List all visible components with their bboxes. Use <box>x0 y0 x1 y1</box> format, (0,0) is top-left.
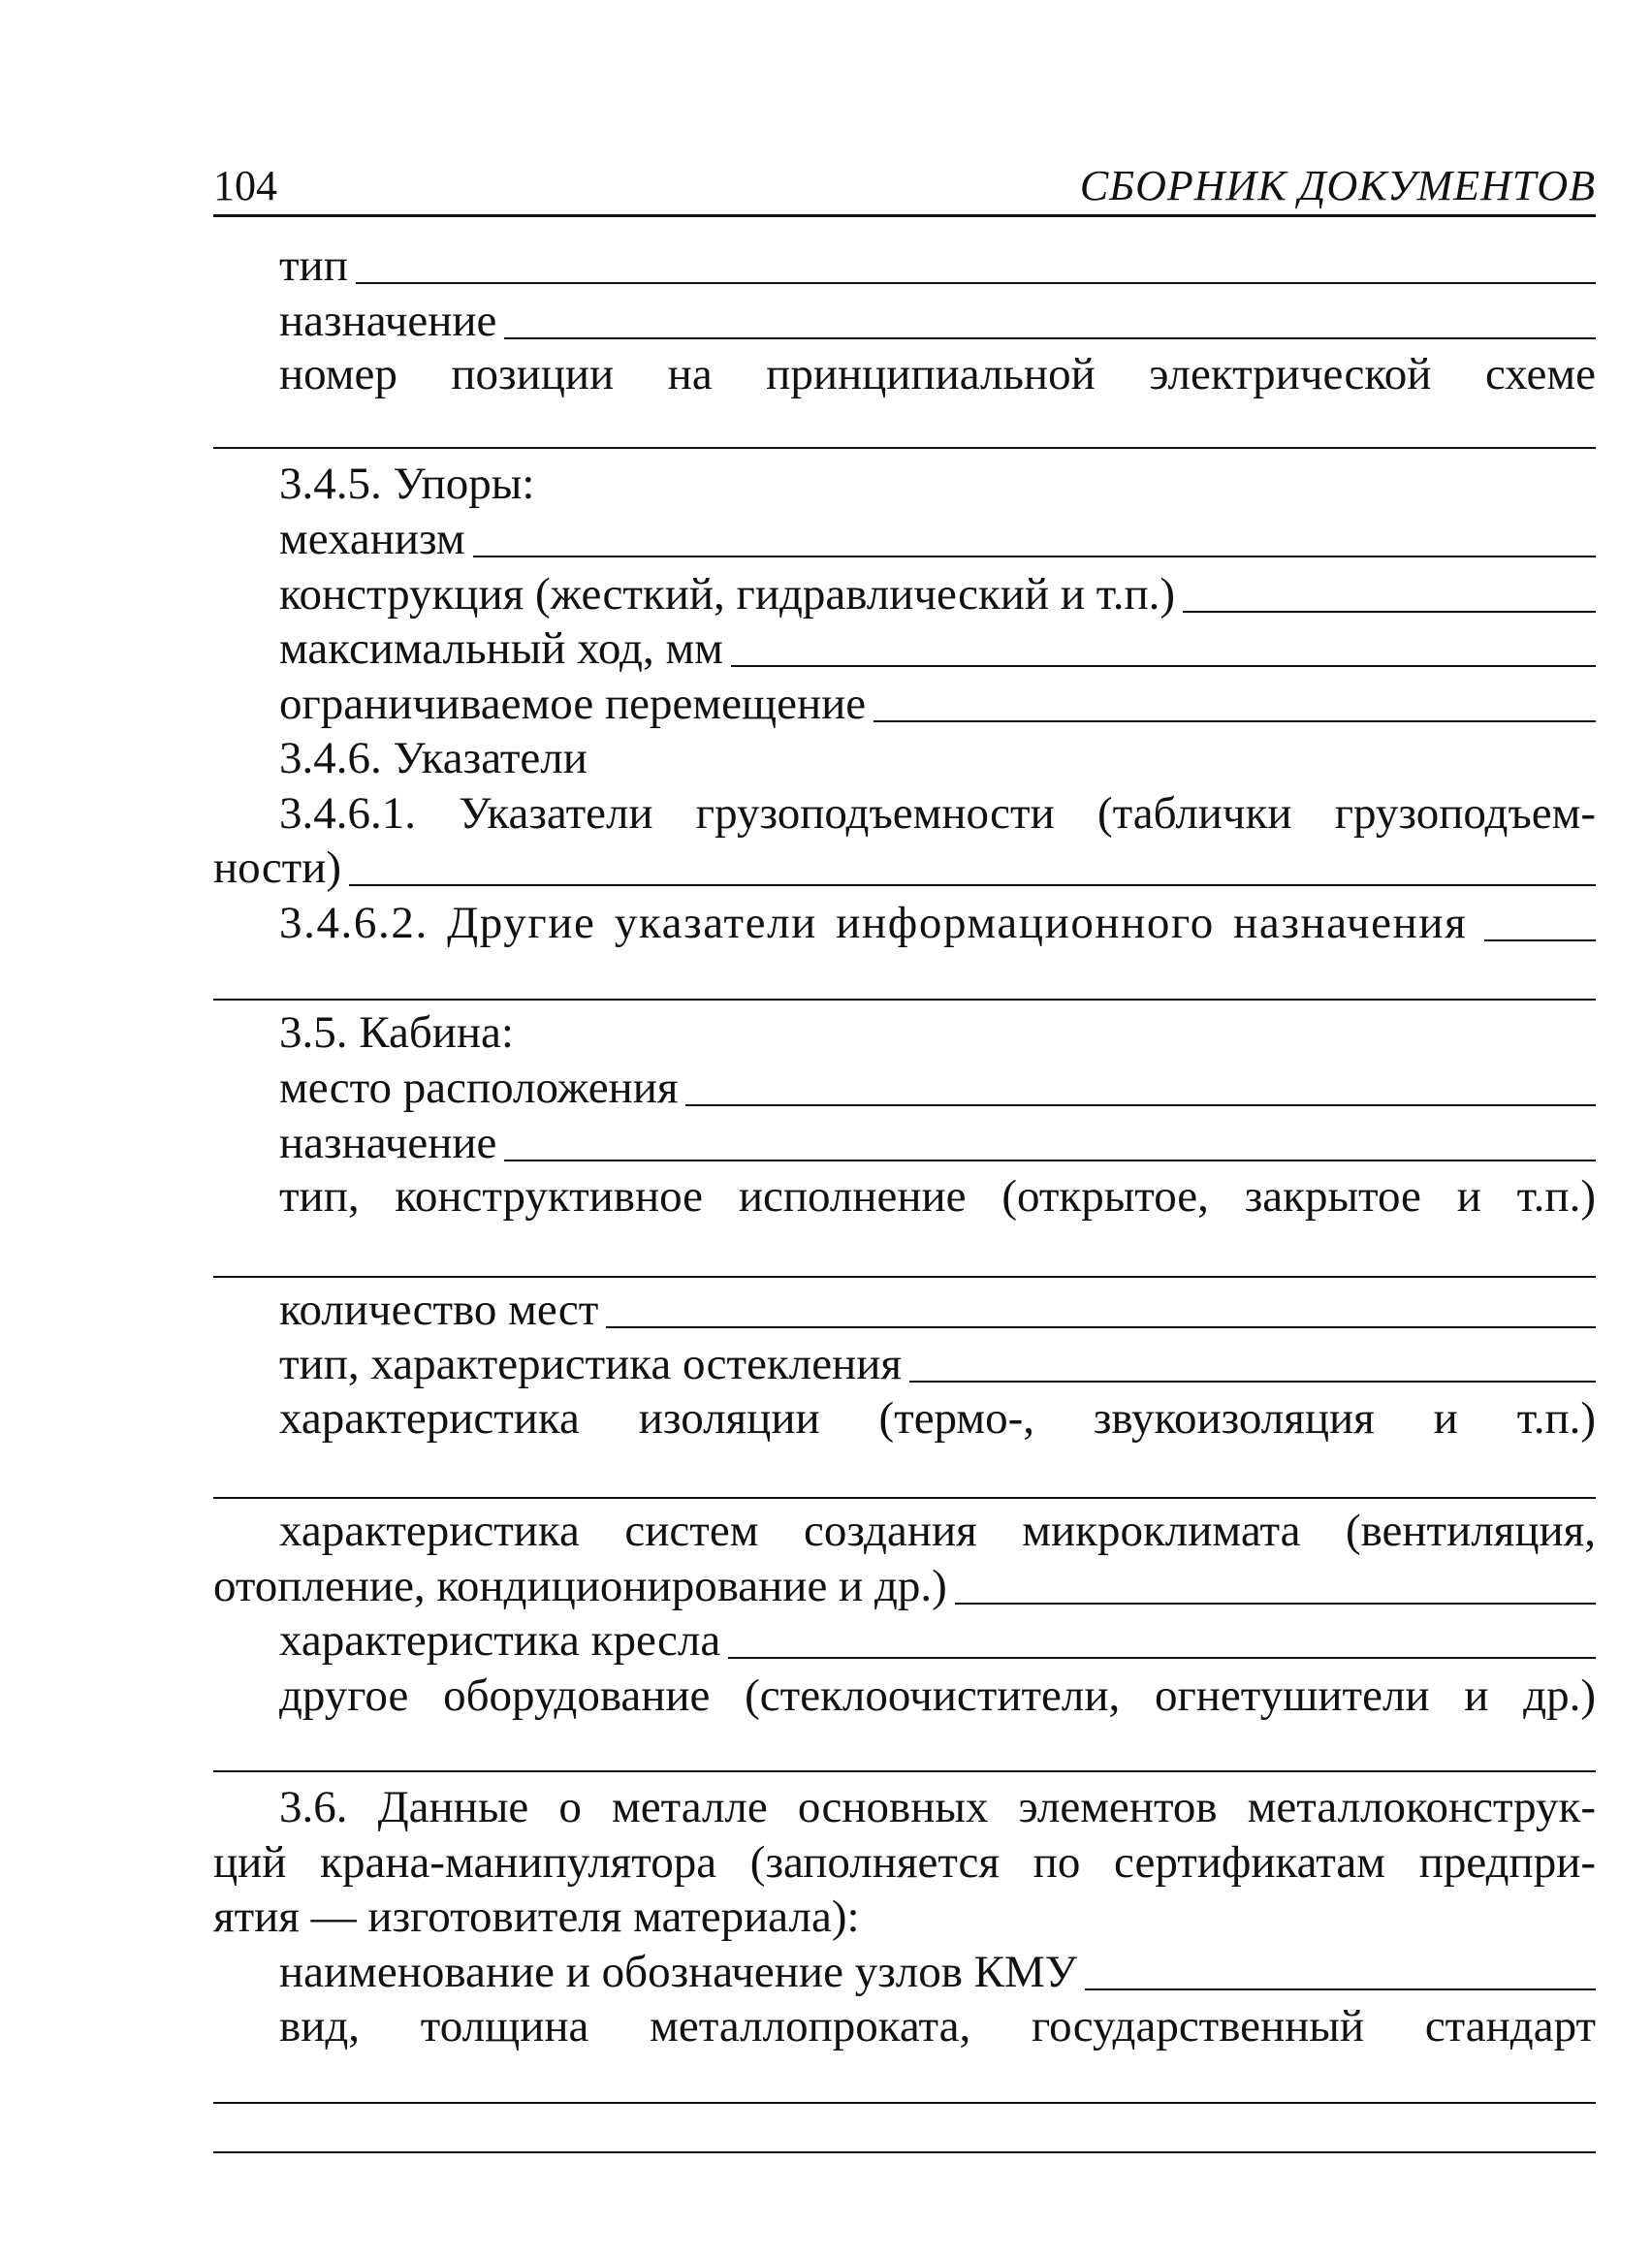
field-label: механизм <box>279 514 465 564</box>
field-purpose <box>213 293 1596 349</box>
field-glazing <box>213 1336 1596 1392</box>
field-label: ограничиваемое перемещение <box>279 679 867 729</box>
field-label: место расположения <box>279 1063 679 1113</box>
blank-line <box>1484 895 1596 941</box>
field-seats <box>213 1282 1596 1338</box>
field-label: назначение <box>279 296 497 346</box>
blank-line <box>213 1497 1596 1499</box>
paragraph-line: вид, толщина металлопроката, государственный стандарт <box>279 2001 1596 2051</box>
paragraph-line: ций крана-манипулятора (заполняется по сертификатам предпри- <box>213 1837 1596 1888</box>
paragraph-line: 3.6. Данные о металле основных элементов металлоконструк- <box>279 1782 1596 1832</box>
field-label: наименование и обозначение узлов КМУ <box>279 1947 1078 1997</box>
blank-line <box>1085 1944 1596 1990</box>
field-label: конструкция (жесткий, гидравлический и т.п.) <box>279 569 1176 620</box>
blank-line <box>685 1060 1596 1106</box>
blank-line <box>213 2151 1596 2153</box>
blank-line <box>213 1276 1596 1278</box>
paragraph-line: характеристика изоляции (термо-, звукоизоляция и т.п.) <box>279 1393 1596 1444</box>
blank-line <box>909 1336 1596 1383</box>
field-label: тип <box>279 240 348 291</box>
page-number: 104 <box>213 162 277 209</box>
field-mechanism <box>213 511 1596 567</box>
field-label: максимальный ход, мм <box>279 623 723 674</box>
blank-line <box>473 511 1596 557</box>
field-other-indicators <box>213 895 1596 951</box>
blank-line <box>728 1612 1596 1659</box>
paragraph-line: другое оборудование (стеклоочистители, огнетушители и др.) <box>279 1670 1596 1721</box>
section-heading: 3.4.5. Упоры: <box>279 459 535 509</box>
blank-line <box>356 238 1596 284</box>
blank-line <box>504 1115 1596 1161</box>
field-label: характеристика кресла <box>279 1615 721 1666</box>
blank-line <box>213 447 1596 449</box>
field-max-travel <box>213 620 1596 677</box>
blank-line <box>213 2102 1596 2104</box>
paragraph-line: характеристика систем создания микроклимата (вентиляция, <box>279 1506 1596 1556</box>
field-location <box>213 1060 1596 1116</box>
paragraph-line: ятия — изготовителя материала): <box>213 1892 860 1942</box>
paragraph-line: номер позиции на принципиальной электрической схеме <box>279 349 1596 399</box>
blank-line <box>731 620 1596 667</box>
paragraph-line: 3.4.6.1. Указатели грузоподъемности (таблички грузоподъем- <box>279 788 1596 839</box>
running-title: СБОРНИК ДОКУМЕНТОВ <box>1079 162 1596 209</box>
blank-line <box>504 293 1596 339</box>
field-load-indicators <box>213 840 1596 896</box>
blank-line <box>606 1282 1596 1328</box>
page-header <box>213 158 1596 217</box>
blank-line <box>213 1770 1596 1772</box>
blank-line <box>955 1558 1596 1605</box>
field-construction <box>213 566 1596 622</box>
field-microclimate <box>213 1558 1596 1614</box>
section-heading: 3.5. Кабина: <box>279 1007 514 1058</box>
field-type <box>213 238 1596 294</box>
blank-line <box>213 999 1596 1001</box>
section-heading: 3.4.6. Указатели <box>279 733 588 783</box>
field-label: отопление, кондиционирование и др.) <box>213 1561 947 1611</box>
field-kmu-units <box>213 1944 1596 2000</box>
field-label: количество мест <box>279 1285 599 1335</box>
field-seat <box>213 1612 1596 1669</box>
field-label: ности) <box>213 843 342 893</box>
blank-line <box>349 840 1596 886</box>
blank-line <box>874 676 1596 722</box>
field-purpose-cabin <box>213 1115 1596 1171</box>
field-label: тип, характеристика остекления <box>279 1339 903 1389</box>
field-label: назначение <box>279 1118 497 1168</box>
blank-line <box>1183 566 1596 613</box>
paragraph-line: тип, конструктивное исполнение (открытое, закрытое и т.п.) <box>279 1171 1596 1222</box>
field-label: 3.4.6.2. Другие указатели информационного назначения <box>279 898 1468 948</box>
field-limited-movement <box>213 676 1596 732</box>
